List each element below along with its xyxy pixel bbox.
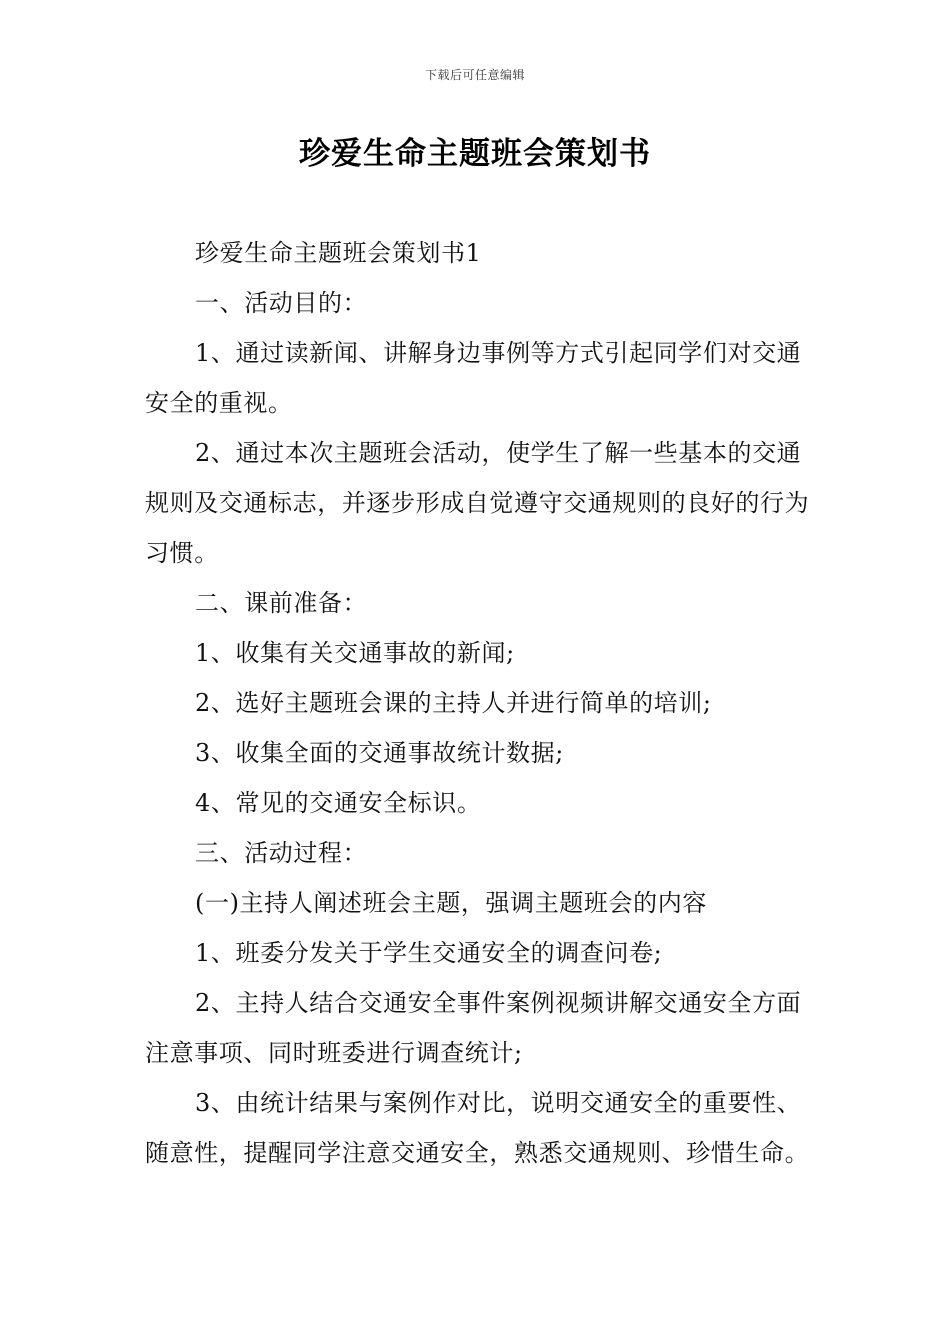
paragraph: 2、通过本次主题班会活动，使学生了解一些基本的交通规则及交通标志，并逐步形成自觉遵守交通规则的良好的行为习惯。 bbox=[145, 439, 810, 567]
section-heading-purpose: 一、活动目的： bbox=[195, 289, 368, 317]
paragraph: 3、收集全面的交通事故统计数据; bbox=[195, 739, 564, 767]
paragraph: 2、主持人结合交通安全事件案例视频讲解交通安全方面注意事项、同时班委进行调查统计; bbox=[145, 989, 802, 1067]
section-heading-process: 三、活动过程： bbox=[195, 839, 368, 867]
paragraph: 2、选好主题班会课的主持人并进行简单的培训; bbox=[195, 689, 712, 717]
subtitle-paragraph: 珍爱生命主题班会策划书1 bbox=[195, 239, 482, 267]
document-body bbox=[145, 228, 825, 1178]
paragraph: 3、由统计结果与案例作对比，说明交通安全的重要性、随意性，提醒同学注意交通安全，熟悉交通规则、珍惜生命。 bbox=[145, 1089, 810, 1167]
header-note: 下载后可任意编辑 bbox=[424, 68, 525, 82]
document-title: 珍爱生命主题班会策划书 bbox=[299, 136, 651, 172]
paragraph: 1、通过读新闻、讲解身边事例等方式引起同学们对交通安全的重视。 bbox=[145, 339, 802, 417]
paragraph: 1、收集有关交通事故的新闻; bbox=[195, 639, 515, 667]
paragraph: 4、常见的交通安全标识。 bbox=[195, 789, 482, 817]
paragraph: 1、班委分发关于学生交通安全的调查问卷; bbox=[195, 939, 663, 967]
subsection-heading: (一)主持人阐述班会主题，强调主题班会的内容 bbox=[195, 889, 707, 917]
section-heading-preparation: 二、课前准备： bbox=[195, 589, 368, 617]
